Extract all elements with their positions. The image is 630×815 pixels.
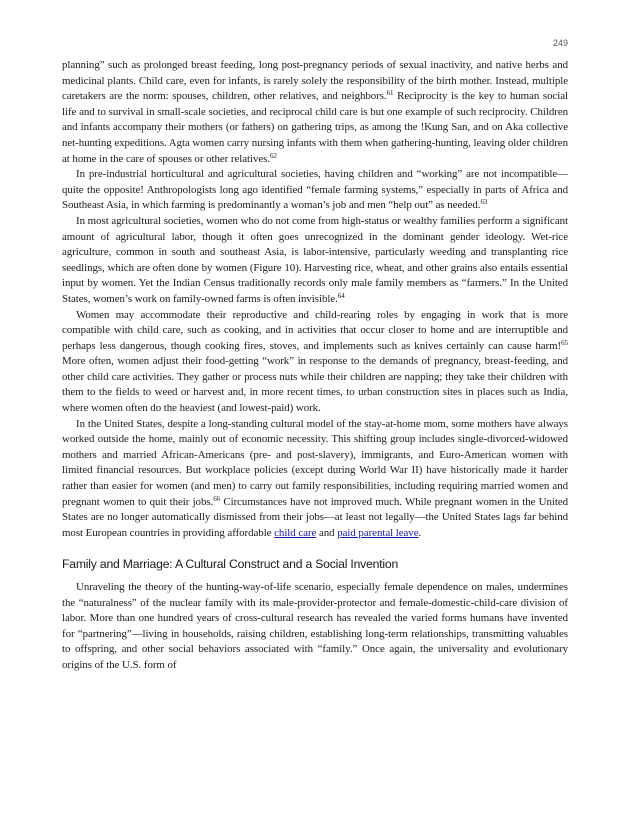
footnote-ref[interactable]: 65 xyxy=(561,338,568,347)
footnote-ref[interactable]: 63 xyxy=(480,198,488,207)
child-care-link[interactable]: child care xyxy=(274,526,317,539)
paragraph: Unraveling the theory of the hunting-way-of-life scenario, especially female dependence on males, undermines the “naturalness” of the nuclear family with its male-provider-protector and female-domestic-child-care division of labor. More than one hundred years of cross-cultural research has revealed the varied forms humans have invented for “partnering”—living in households, raising children, establishing long-term relationships, transmitting valuables to offspring, and other social behaviors associated with “family.” Once again, the universality and evolutionary origins of the U.S. form of xyxy=(62,581,568,671)
section-heading: Family and Marriage: A Cultural Construct and a Social Invention xyxy=(62,557,399,572)
footnote-ref[interactable]: 66 xyxy=(213,494,221,503)
footnote-ref[interactable]: 62 xyxy=(269,151,277,160)
paragraph: Women may accommodate their reproductive and child-rearing roles by engaging in work that is more compatible with child care, such as cooking, and in activities that occur closer to home and are interruptible and perhaps less dangerous, though cooking fires, stoves, and implements such as knives certainly can cause harm!$^{65}$ More often, women adjust their food-getting “work” in response to the demands of pregnancy, breast-feeding, and other child care activities. They gather or process nuts while their children are napping; they take their children with them to the fields to weed or harvest and, in more recent times, to urban construction sites in places such as India, where women often do the heaviest (and lowest-paid) work. xyxy=(62,308,568,415)
paragraph: In pre-industrial horticultural and agricultural societies, having children and “working” are not incompatible—quite the opposite! Anthropologists long ago identified “female farming systems,” especially in parts of Africa and Southeast Asia, in which farming is predominantly a woman’s job and men “help out” as needed.$^{63}$ xyxy=(62,168,568,212)
paid-parental-leave-link[interactable]: paid parental leave xyxy=(337,526,419,539)
paragraph: In most agricultural societies, women who do not come from high-status or wealthy families perform a significant amount of agricultural labor, though it often goes unrecognized in the dominant gender ideology. Wet-rice agriculture, common in south and southeast Asia, is labor-intensive, particularly weeding and transplanting rice seedlings, which are often done by women (Figure 10). Harvesting rice, wheat, and other grains also entails essential input by women. Yet the Indian Census traditionally records only male family members as “farmers.” In the United States, women’s work on family-owned farms is often invisible.$^{64}$ xyxy=(62,214,568,305)
page-number: 249 xyxy=(552,38,568,48)
page-body xyxy=(62,58,568,674)
paragraph-continued: planning” such as prolonged breast feeding, long post-pregnancy periods of sexual inactivity, and native herbs and medicinal plants. Child care, even for infants, is rarely solely the responsibility of the birth mother. Instead, multiple caretakers are the norm: spouses, children, other relatives, and neighbors.$^{61}$ Reciprocity is the key to human social life and to survival in small-scale societies, and reciprocal child care is but one example of such reciprocity. Children and infants accompany their mothers (or fathers) on gathering trips, as among the !Kung San, and on Aka collective net-hunting expeditions. Agta women carry nursing infants with them when gathering-hunting, leaving older children at home in the care of spouses or other relatives.$^{62}$ xyxy=(62,59,568,165)
paragraph: In the United States, despite a long-standing cultural model of the stay-at-home mom, some mothers have always worked outside the home, mainly out of economic necessity. This shifting group includes single-divorced-widowed mothers and married African-Americans (pre- and post-slavery), immigrants, and Euro-American women with limited financial resources. But workplace policies (except during World War II) have historically made it harder rather than easier for women (and men) to carry out family responsibilities, including requiring married women and pregnant women to quit their jobs.$^{66}$ Circumstances have not improved much. While pregnant women in the United States are no longer automatically dismissed from their jobs—at least not legally—the United States lags far behind most European countries in providing affordable child care and paid parental leave. xyxy=(62,417,569,539)
footnote-ref[interactable]: 61 xyxy=(386,89,394,98)
footnote-ref[interactable]: 64 xyxy=(337,291,345,300)
